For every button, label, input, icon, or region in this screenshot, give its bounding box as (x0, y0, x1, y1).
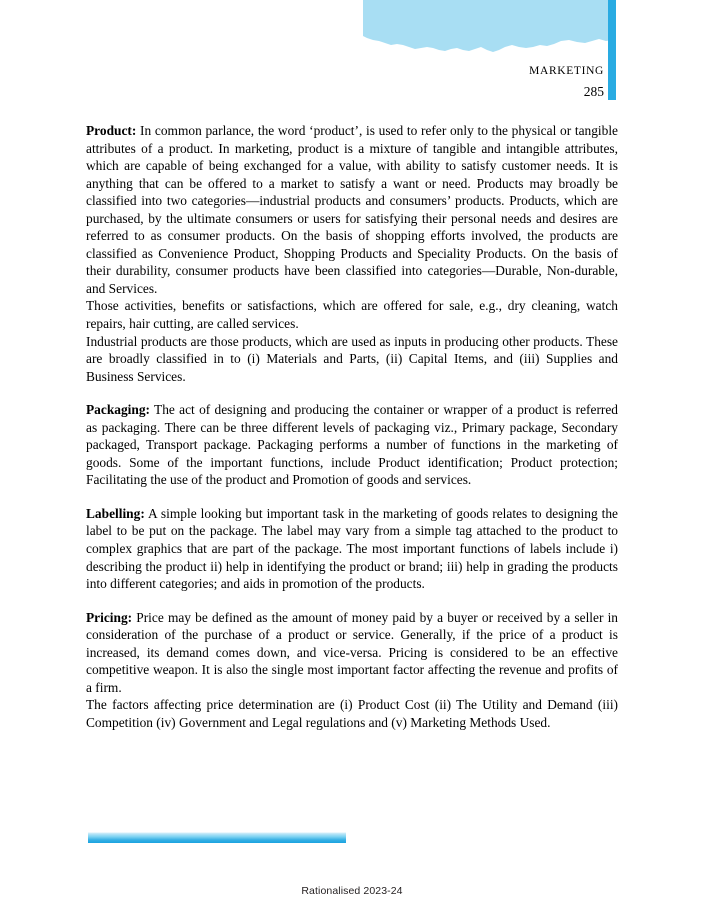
paragraph-services (86, 297, 618, 332)
chapter-label: MARKETING (529, 65, 604, 77)
paragraph-lead-packaging: Packaging: (86, 402, 150, 418)
paragraph-body-services: Those activities, benefits or satisfactions, which are offered for sale, e.g., dry cleaning, watch repairs, hair cutting, are called services. (86, 298, 618, 332)
paragraph-price-factors (86, 696, 618, 731)
paragraph-pricing (86, 609, 618, 697)
paragraph-product (86, 122, 618, 297)
paragraph-body-pricing: Price may be defined as the amount of money paid by a buyer or received by a seller in consideration of the purchase of a product or service. Generally, if the price of a product is increased, its demand comes down, and vice-versa. Pricing is considered to be an effective competitive weapon. It is also the single most important factor affecting the revenue and profits of a firm. (86, 609, 618, 695)
paragraph-body-industrial-products: Industrial products are those products, which are used as inputs in producing other products. These are broadly classified in to (i) Materials and Parts, (ii) Capital Items, and (iii) Supplies and Business Services. (86, 333, 618, 384)
footer-note: Rationalised 2023-24 (301, 885, 403, 897)
header-vertical-rule (608, 0, 616, 100)
footer-accent-bar (88, 832, 346, 843)
paragraph-body-product: In common parlance, the word ‘product’, is used to refer only to the physical or tangible attributes of a product. In marketing, product is a mixture of tangible and intangible attributes, which are capable of being exchanged for a value, with ability to satisfy customer needs. It is anything that can be offered to a market to satisfy a want or need. Products may broadly be classified into two categories—industrial products and consumers’ products. Products, which are purchased, by the ultimate consumers or users for satisfying their personal needs and desires are referred to as consumer products. On the basis of shopping efforts involved, the products are classified as Convenience Product, Shopping Products and Speciality Products. On the basis of their durability, consumer products have been classified into categories—Durable, Non-durable, and Services. (86, 123, 618, 296)
paragraph-lead-product: Product: (86, 123, 137, 138)
paragraph-industrial-products (86, 333, 618, 386)
paragraph-body-price-factors: The factors affecting price determination are (i) Product Cost (ii) The Utility and Demand (iii) Competition (iv) Government and Legal regulations and (v) Marketing Methods Used. (86, 697, 618, 730)
torn-band-shape (363, 0, 612, 56)
page-number: 285 (583, 84, 604, 99)
paragraph-body-packaging: The act of designing and producing the container or wrapper of a product is referred as packaging. There can be three different levels of packaging viz., Primary package, Secondary packaged, Transport package. Packaging performs a number of functions in the marketing of goods. Some of the important functions, include Product identification; Product protection; Facilitating the use of the product and Promotion of goods and services. (86, 402, 618, 488)
paragraph-lead-pricing: Pricing: (86, 609, 133, 625)
header-torn-paper-band (363, 0, 612, 56)
page-content (86, 122, 618, 732)
paragraph-lead-labelling: Labelling: (86, 505, 145, 521)
paragraph-packaging (86, 401, 618, 489)
paragraph-labelling (86, 505, 618, 593)
paragraph-body-labelling: A simple looking but important task in the marketing of goods relates to designing the label to be put on the package. The label may vary from a simple tag attached to the product to complex graphics that are part of the package. The most important functions of labels include i) describing the product ii) help in identifying the product or brand; iii) help in grading the products into different categories; and aids in promotion of the products. (86, 505, 618, 592)
